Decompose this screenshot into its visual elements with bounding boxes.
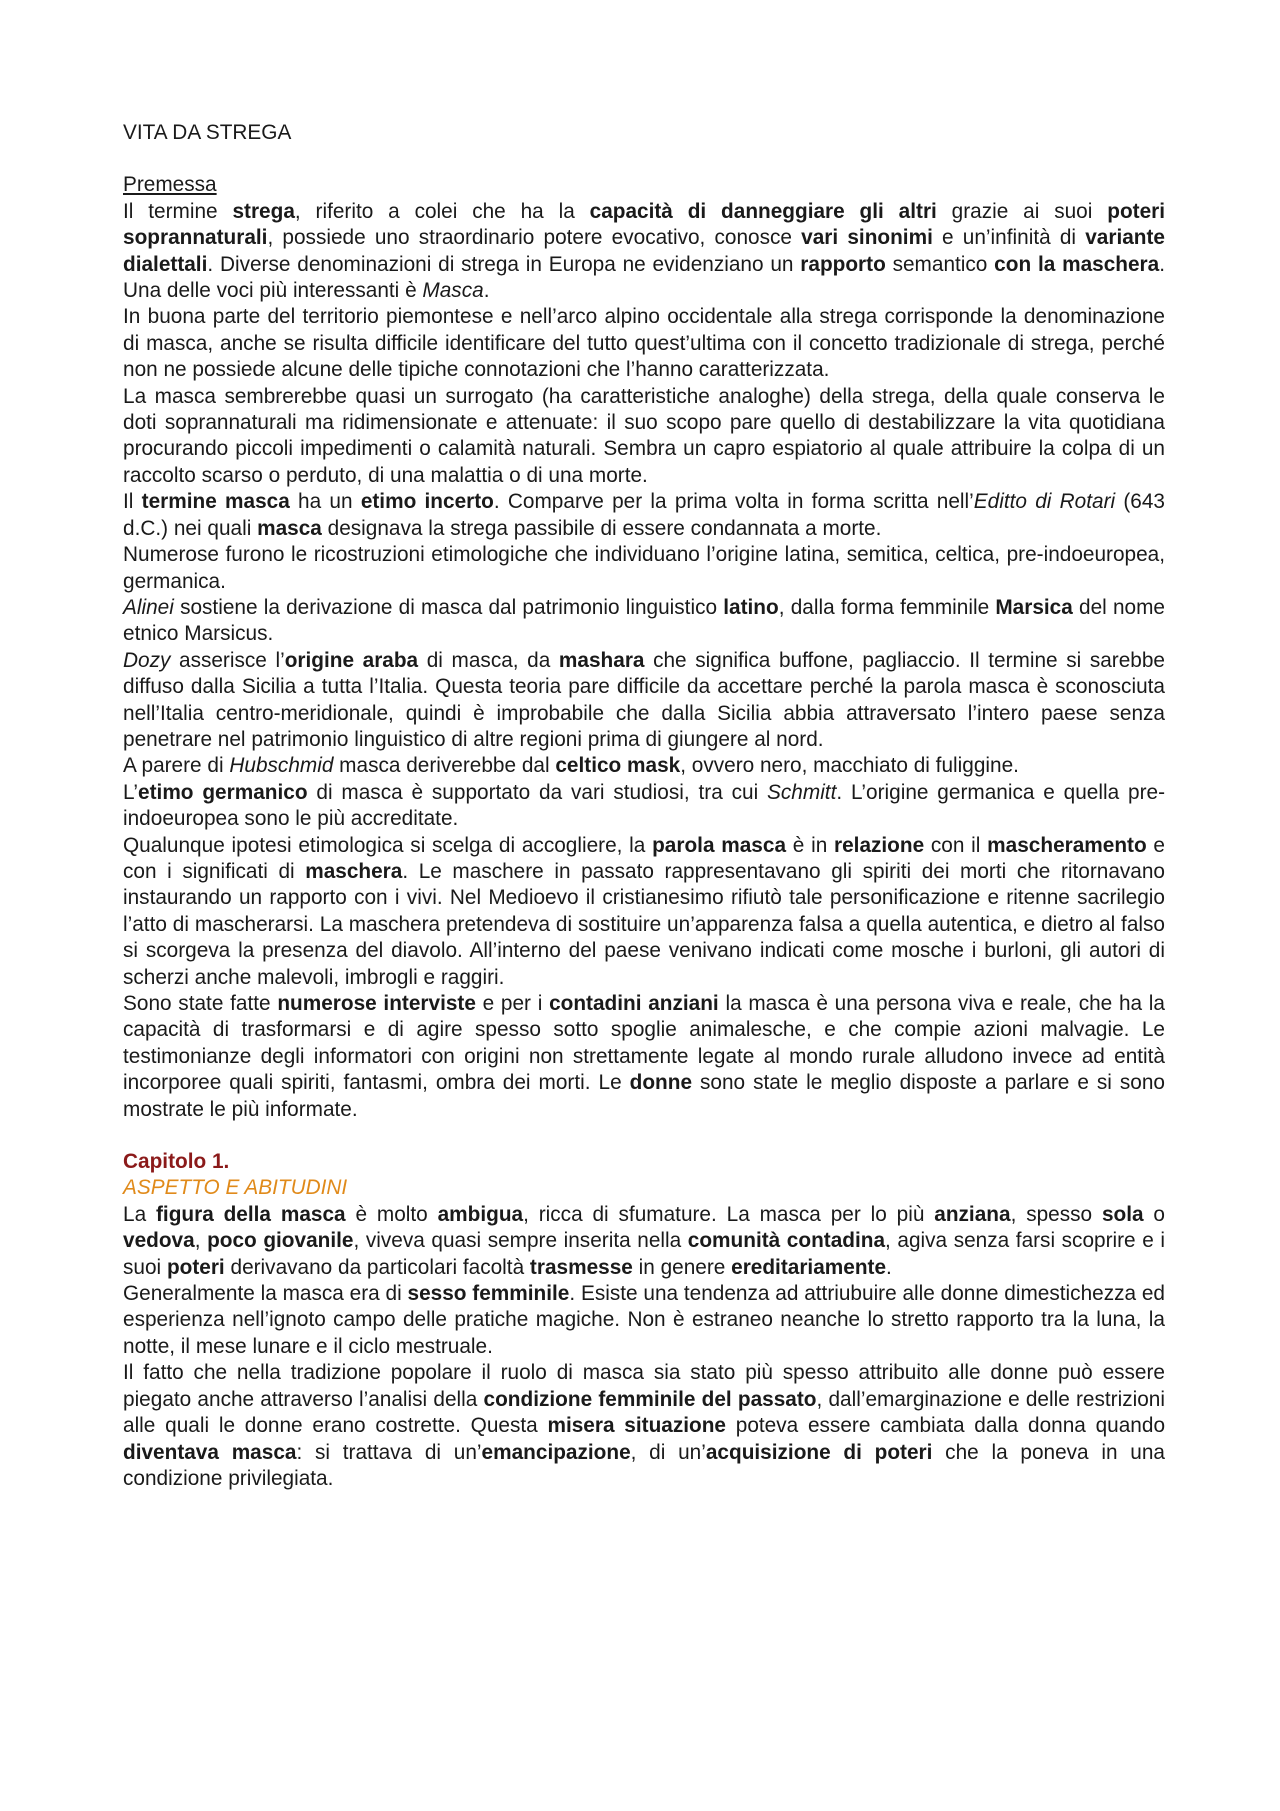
- paragraph: Il fatto che nella tradizione popolare il ruolo di masca sia stato più spesso attribuito alle donne può essere piegato anche attraverso l’analisi della condizione femminile del passato, dall’emarginazione e delle restrizioni alle quali le donne erano costrette. Questa misera situazione poteva essere cambiata dalla donna quando diventava masca: si trattava di un’emancipazione, di un’acquisizione di poteri che la poneva in una condizione privilegiata.: [123, 1361, 1166, 1490]
- paragraph: Il termine masca ha un etimo incerto. Comparve per la prima volta in forma scritta nell’Editto di Rotari (643 d.C.) nei quali masca designava la strega passibile di essere condannata a morte.: [123, 490, 1165, 540]
- paragraph: Generalmente la masca era di sesso femminile. Esiste una tendenza ad attriubuire alle donne dimestichezza ed esperienza nell’ignoto campo delle pratiche magiche. Non è estraneo neanche lo stretto rapporto tra la luna, la notte, il mese lunare e il ciclo mestruale.: [123, 1282, 1165, 1358]
- paragraph: L’etimo germanico di masca è supportato da vari studiosi, tra cui Schmitt. L’origine germanica e quella pre-indoeuropea sono le più accreditate.: [123, 780, 1165, 831]
- paragraph: A parere di Hubschmid masca deriverebbe dal celtico mask, ovvero nero, macchiato di fuliggine.: [123, 754, 1019, 778]
- paragraph: La masca sembrerebbe quasi un surrogato (ha caratteristiche analoghe) della strega, della quale conserva le doti soprannaturali ma ridimensionate e attenuate: il suo scopo pare quello di destabilizzare la vita quotidiana procurando piccoli impedimenti o calamità naturali. Sembra un capro espiatorio al quale attribuire la colpa di un raccolto scarso o perduto, di una malattia o di una morte.: [123, 384, 1165, 487]
- paragraph: Sono state fatte numerose interviste e per i contadini anziani la masca è una persona viva e reale, che ha la capacità di trasformarsi e di agire spesso sotto spoglie animalesche, e che compie azioni malvagie. Le testimonianze degli informatori con origini non strettamente legate al mondo rurale alludono invece ad entità incorporee quali spiriti, fantasmi, ombra dei morti. Le donne sono state le meglio disposte a parlare e si sono mostrate le più informate.: [123, 992, 1165, 1121]
- paragraph: Numerose furono le ricostruzioni etimologiche che individuano l’origine latina, semitica, celtica, pre-indoeuropea, germanica.: [123, 543, 1165, 593]
- premise-heading: Premessa: [123, 173, 217, 197]
- paragraph: Qualunque ipotesi etimologica si scelga di accogliere, la parola masca è in relazione con il mascheramento e con i significati di maschera. Le maschere in passato rappresentavano gli spiriti dei morti che ritornavano instaurando un rapporto con i vivi. Nel Medioevo il cristianesimo rifiutò tale personificazione e ritenne sacrilegio l’atto di mascherarsi. La maschera pretendeva di sostituire un’apparenza falsa a quella autentica, e dietro al falso si scorgeva la presenza del diavolo. All’interno del paese venivano indicati come mosche i burloni, gli autori di scherzi anche malevoli, imbrogli e raggiri.: [123, 833, 1165, 989]
- chapter-body: [123, 1202, 1165, 1492]
- paragraph: Alinei sostiene la derivazione di masca dal patrimonio linguistico latino, dalla forma femminile Marsica del nome etnico Marsicus.: [123, 595, 1165, 646]
- paragraph: Il termine strega, riferito a colei che ha la capacità di danneggiare gli altri grazie ai suoi poteri soprannaturali, possiede uno straordinario potere evocativo, conosce vari sinonimi e un’infinità di variante dialettali. Diverse denominazioni di strega in Europa ne evidenziano un rapporto semantico con la maschera. Una delle voci più interessanti è Masca.: [123, 199, 1166, 303]
- document-title: VITA DA STREGA: [123, 121, 292, 144]
- paragraph: Dozy asserisce l’origine araba di masca, da mashara che significa buffone, pagliaccio. Il termine si sarebbe diffuso dalla Sicilia a tutta l’Italia. Questa teoria pare difficile da accettare perché la parola masca è sconosciuta nell’Italia centro-meridionale, quindi è improbabile che dalla Sicilia abbia attraversato l’intero paese senza penetrare nel patrimonio linguistico di altre regioni prima di giungere al nord.: [123, 648, 1165, 751]
- chapter-label: Capitolo 1.: [123, 1150, 230, 1174]
- chapter-title: ASPETTO E ABITUDINI: [123, 1176, 348, 1200]
- paragraph: La figura della masca è molto ambigua, ricca di sfumature. La masca per lo più anziana, spesso sola o vedova, poco giovanile, viveva quasi sempre inserita nella comunità contadina, agiva senza farsi scoprire e i suoi poteri derivavano da particolari facoltà trasmesse in genere ereditariamente.: [123, 1202, 1165, 1279]
- paragraph: In buona parte del territorio piemontese e nell’arco alpino occidentale alla strega corrisponde la denominazione di masca, anche se risulta difficile identificare del tutto quest’ultima con il concetto tradizionale di strega, perché non ne possiede alcune delle tipiche connotazioni che l’hanno caratterizzata.: [123, 305, 1165, 382]
- premise-body: [123, 199, 1165, 1123]
